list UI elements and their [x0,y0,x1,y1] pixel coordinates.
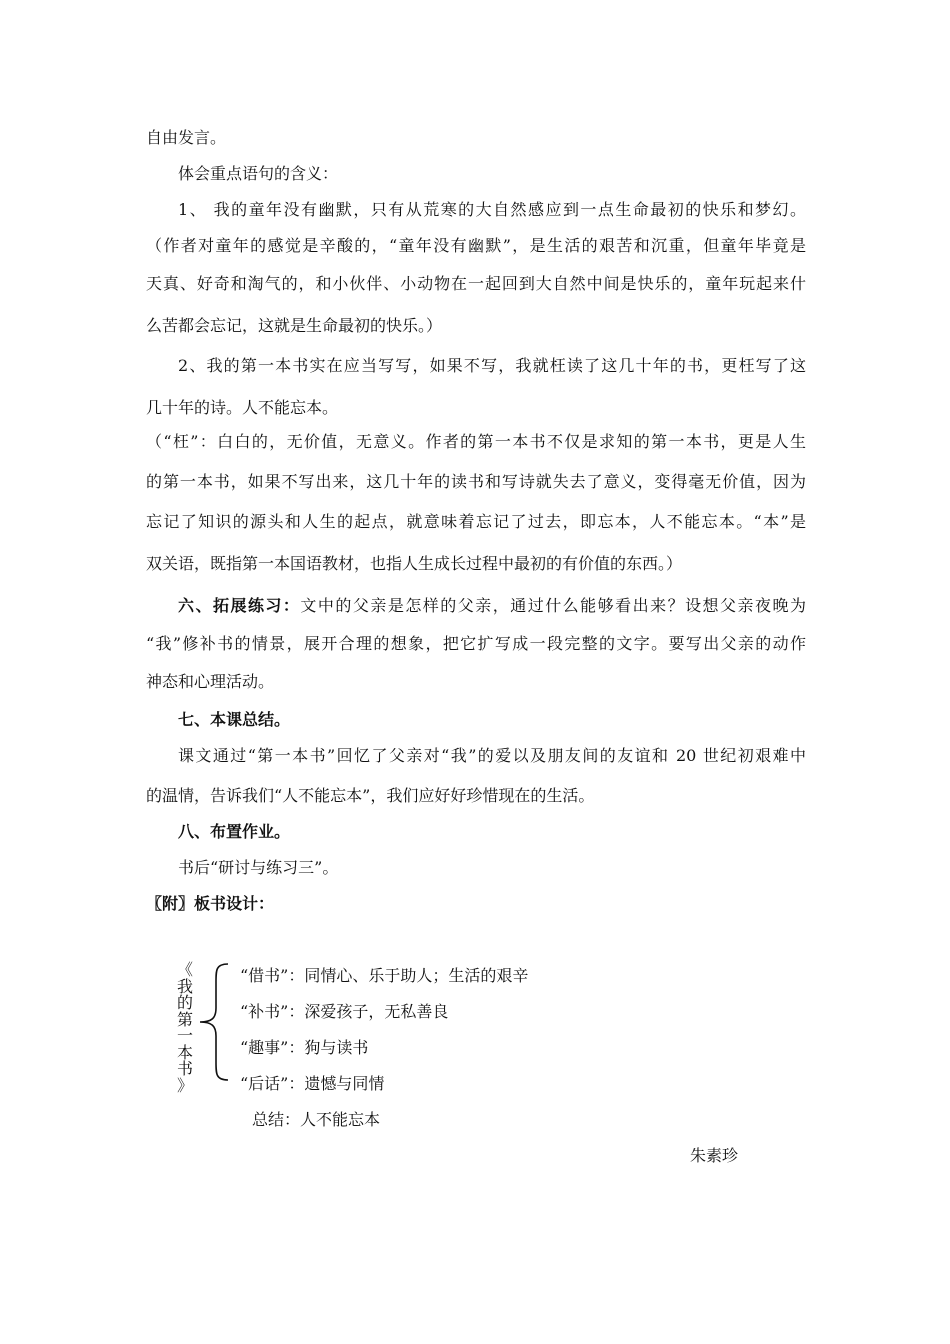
blackboard-title-char: 的 [176,993,193,1012]
blackboard-title-char: 本 [176,1042,193,1062]
blackboard-title-char: 我 [176,976,193,996]
blackboard-item-afterword: “后话”：遗憾与同情 [240,1074,385,1093]
paragraph-sentence-2-line-2: 几十年的诗。人不能忘本。 [146,398,339,417]
blackboard-summary: 总结：人不能忘本 [252,1110,381,1129]
blackboard-item-anecdote: “趣事”：狗与读书 [240,1038,369,1057]
section-8-heading: 八、布置作业。 [178,822,291,841]
section-7-heading: 七、本课总结。 [178,710,291,729]
section-6-line-3: 神态和心理活动。 [146,672,275,691]
blackboard-title [174,962,196,1094]
section-6-heading: 六、拓展练习： [178,596,301,615]
paragraph-sentence-2-line-1: 2、我的第一本书实在应当写写，如果不写，我就枉读了这几十年的书，更枉写了这 [178,356,806,375]
author-name: 朱素珍 [690,1146,739,1165]
paragraph-key-sentences: 体会重点语句的含义： [178,164,339,183]
paragraph-sentence-1: 1、 我的童年没有幽默，只有从荒寒的大自然感应到一点生命最初的快乐和梦幻。 [178,200,806,219]
blackboard-title-char: 《 [176,960,193,979]
curly-brace-icon [196,962,232,1082]
blackboard-design-heading: 〖附〗板书设计： [146,894,275,913]
paragraph-free-speech: 自由发言。 [146,128,227,147]
section-8-text: 书后“研讨与练习三”。 [178,858,339,877]
paragraph-explanation-1-line-1: （作者对童年的感觉是辛酸的，“童年没有幽默”，是生活的艰苦和沉重，但童年毕竟是 [146,236,806,255]
paragraph-explanation-2-line-2: 的第一本书，如果不写出来，这几十年的读书和写诗就失去了意义，变得毫无价值，因为 [146,472,806,491]
section-7-text-line-1: 课文通过“第一本书”回忆了父亲对“我”的爱以及朋友间的友谊和 20 世纪初艰难中 [178,746,806,765]
paragraph-explanation-1-line-2: 天真、好奇和淘气的，和小伙伴、小动物在一起回到大自然中间是快乐的，童年玩起来什 [146,274,806,293]
paragraph-explanation-2-line-3: 忘记了知识的源头和人生的起点，就意味着忘记了过去，即忘本，人不能忘本。“本”是 [146,512,806,531]
blackboard-title-char: 书 [176,1059,193,1078]
blackboard-title-char: 第 [176,1009,193,1029]
section-6-line-1 [178,596,806,616]
paragraph-explanation-2-line-4: 双关语，既指第一本国语教材，也指人生成长过程中最初的有价值的东西。） [146,554,683,573]
paragraph-explanation-2-line-1: （“枉”：白白的，无价值，无意义。作者的第一本书不仅是求知的第一本书，更是人生 [146,432,806,451]
blackboard-title-char: 一 [176,1026,193,1045]
blackboard-item-repair-book: “补书”：深爱孩子，无私善良 [240,1002,449,1021]
section-6-line-2: “我”修补书的情景，展开合理的想象，把它扩写成一段完整的文字。要写出父亲的动作 [146,634,806,653]
blackboard-item-borrow-book: “借书”：同情心、乐于助人；生活的艰辛 [240,966,529,985]
section-7-text-line-2: 的温情，告诉我们“人不能忘本”，我们应好好珍惜现在的生活。 [146,786,595,805]
blackboard-title-char: 》 [176,1075,193,1095]
section-6-text: 文中的父亲是怎样的父亲，通过什么能够看出来？设想父亲夜晚为 [300,596,806,615]
paragraph-explanation-1-line-3: 么苦都会忘记，这就是生命最初的快乐。） [146,316,443,335]
